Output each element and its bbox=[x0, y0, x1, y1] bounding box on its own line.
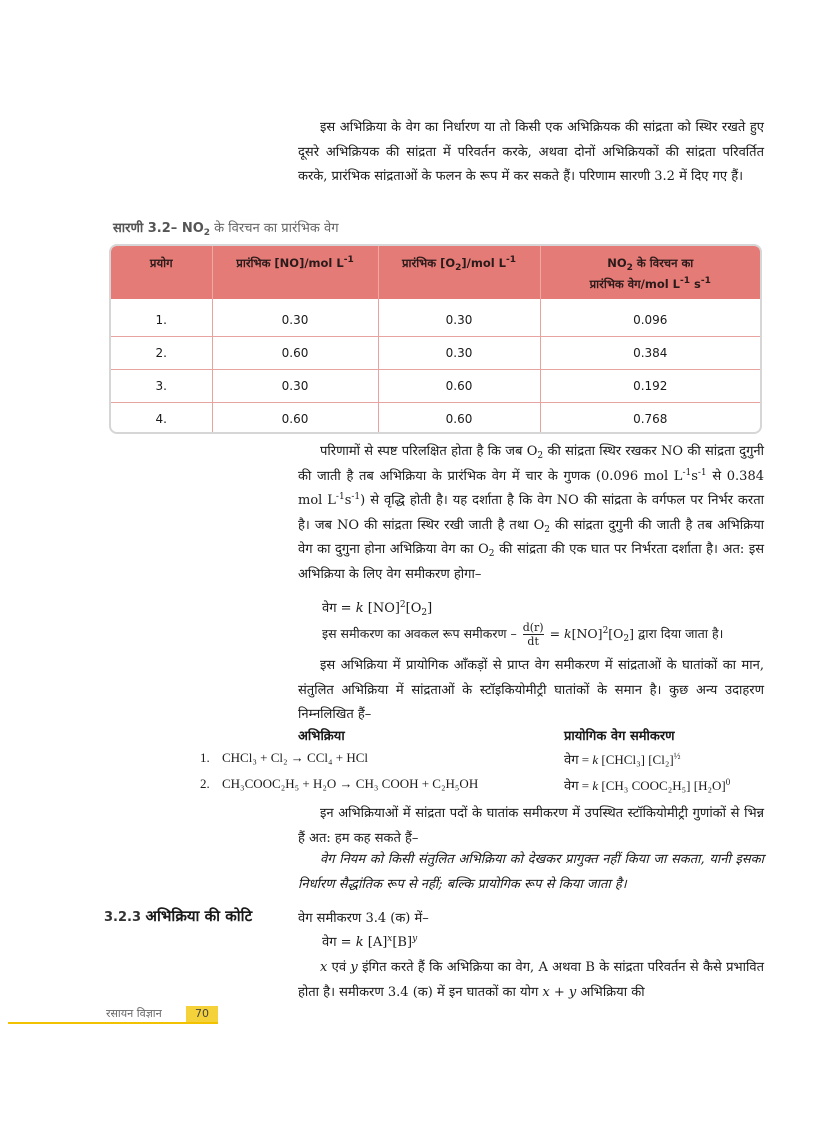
example-1-reaction: CHCl₃ + Cl₂ → CCl₄ + HCl bbox=[222, 750, 369, 765]
cell-experiment: 1. bbox=[111, 299, 212, 337]
table-row bbox=[111, 299, 760, 337]
exponent-paragraph: इन अभिक्रियाओं में सांद्रता पदों के घातांक समीकरण में उपस्थित स्टॉकियोमीट्री गुणांकों से भिन्न हैं अत: हम कह सकते हैं– bbox=[298, 806, 764, 846]
cell-no: 0.30 bbox=[212, 299, 378, 337]
differential-equation: इस समीकरण का अवकल रूप समीकरण – $\frac{d(r)}{dt}$ = $k[NO]^2[O_2]$ द्वारा दिया जाता है। bbox=[322, 621, 724, 648]
rate-fraction: $\frac{d(r)}{dt}$ bbox=[522, 621, 544, 648]
cell-experiment: 4. bbox=[111, 403, 212, 435]
header-no-concentration: प्रारंभिक [NO]/mol $L^{-1}$ bbox=[212, 246, 378, 299]
cell-experiment: 3. bbox=[111, 370, 212, 403]
cell-no: 0.60 bbox=[212, 337, 378, 370]
intro-paragraph: इस अभिक्रिया के वेग का निर्धारण या तो किसी एक अभिक्रियक की सांद्रता को स्थिर रखते हुए दूसरे अभिक्रियक की सांद्रता में परिवर्तन करके, अथवा दोनों अभिक्रियकों की सांद्रता परिवर्तित करके, प्रारंभिक सांद्रताओं के फलन के रूप में कर सकते हैं। परिणाम सारणी 3.2 में दिए गए हैं। bbox=[298, 120, 764, 184]
general-rate-equation: वेग = k $[A]^x[B]^y$ bbox=[322, 934, 418, 950]
cell-o2: 0.60 bbox=[378, 403, 540, 435]
footer-rule bbox=[8, 1022, 218, 1024]
cell-o2: 0.30 bbox=[378, 337, 540, 370]
cell-experiment: 2. bbox=[111, 337, 212, 370]
table-row bbox=[111, 370, 760, 403]
examples-reaction-header: अभिक्रिया bbox=[298, 729, 345, 744]
example-2-rate: वेग = k [CH₃ COOC₂H₅] $[H_2O]^0$ bbox=[564, 777, 731, 793]
rate-equation: वेग = k $[NO]^2[O_2]$ bbox=[322, 600, 433, 618]
example-1-number: 1. bbox=[200, 750, 210, 765]
rate-table bbox=[109, 244, 762, 434]
table-row bbox=[111, 337, 760, 370]
footer-book-title: रसायन विज्ञान bbox=[106, 1007, 162, 1020]
results-paragraph: परिणामों से स्पष्ट परिलक्षित होता है कि जब $O_2$ की सांद्रता स्थिर रखकर NO की सांद्रता दुगुनी की जाती है तब अभिक्रिया के प्रारंभिक वेग में चार के गुणक (0.096 mol $L^{-1}s^{-1}$ से 0.384 mol $L^{-1}s^{-1}$) से वृद्धि होती है। यह दर्शाता है कि वेग NO की सांद्रता के वर्गफल पर निर्भर करता है। जब NO की सांद्रता स्थिर रखी जाती है तथा $O_2$ की सांद्रता दुगुनी की जाती है तब अभिक्रिया वेग का दुगुना होना अभिक्रिया वेग का $O_2$ की सांद्रता की एक घात पर निर्भरता दर्शाता है। अत: इस अभिक्रिया के लिए वेग समीकरण होगा– bbox=[298, 444, 765, 582]
cell-o2: 0.30 bbox=[378, 299, 540, 337]
table-caption bbox=[113, 218, 339, 236]
caption-label: सारणी 3.2– bbox=[113, 221, 182, 236]
header-experiment: प्रयोग bbox=[111, 246, 212, 299]
header-o2-concentration: प्रारंभिक $[O_2]$/mol $L^{-1}$ bbox=[378, 246, 540, 299]
cell-rate: 0.096 bbox=[633, 313, 668, 327]
example-2-reaction: CH₃COOC₂H₅ + H₂O → CH₃ COOH + C₂H₅OH bbox=[222, 776, 479, 791]
examples-rate-header: प्रायोगिक वेग समीकरण bbox=[564, 729, 675, 744]
header-rate: $NO_2$ के विरचन का प्रारंभिक वेग/mol $L^{-1}$ $s^{-1}$ bbox=[589, 256, 711, 291]
last-paragraph: x एवं y इंगित करते हैं कि अभिक्रिया का वेग, A अथवा B के सांद्रता परिवर्तन से कैसे प्रभावित होता है। समीकरण 3.4 (क) में इन घातकों का योग x + y अभिक्रिया की bbox=[298, 960, 764, 1000]
cell-o2: 0.60 bbox=[378, 370, 540, 403]
page-number: 70 bbox=[186, 1006, 218, 1022]
table-row bbox=[111, 403, 760, 435]
table-header-row bbox=[111, 246, 760, 299]
italic-statement: वेग नियम को किसी संतुलित अभिक्रिया को देखकर प्रागुक्त नहीं किया जा सकता, यानी इसका निर्धारण सैद्धांतिक रूप से नहीं; बल्कि प्रायोगिक रूप से किया जाता है। bbox=[298, 852, 764, 892]
example-2-number: 2. bbox=[200, 776, 210, 791]
experiment-paragraph: इस अभिक्रिया में प्रायोगिक आँकड़ों से प्राप्त वेग समीकरण में सांद्रताओं के घातांकों का मान, संतुलित अभिक्रिया में सांद्रताओं के स्टॉइकियोमीट्री घातांकों के समान है। कुछ अन्य उदाहरण निम्नलिखित हैं– bbox=[298, 658, 764, 722]
section-first-line: वेग समीकरण 3.4 (क) में– bbox=[298, 911, 429, 926]
caption-rest: के विरचन का प्रारंभिक वेग bbox=[210, 221, 339, 236]
cell-no: 0.30 bbox=[212, 370, 378, 403]
cell-no: 0.60 bbox=[212, 403, 378, 435]
caption-subscript: 2 bbox=[203, 228, 211, 238]
cell-rate: 0.768 bbox=[540, 403, 760, 435]
caption-species: NO bbox=[181, 221, 204, 236]
cell-rate: 0.192 bbox=[540, 370, 760, 403]
section-heading: 3.2.3 अभिक्रिया की कोटि bbox=[104, 907, 253, 925]
example-1-rate: वेग = k [CHCl₃] $[Cl_2]^{\frac{1}{2}}$ bbox=[564, 751, 681, 767]
cell-rate: 0.384 bbox=[540, 337, 760, 370]
